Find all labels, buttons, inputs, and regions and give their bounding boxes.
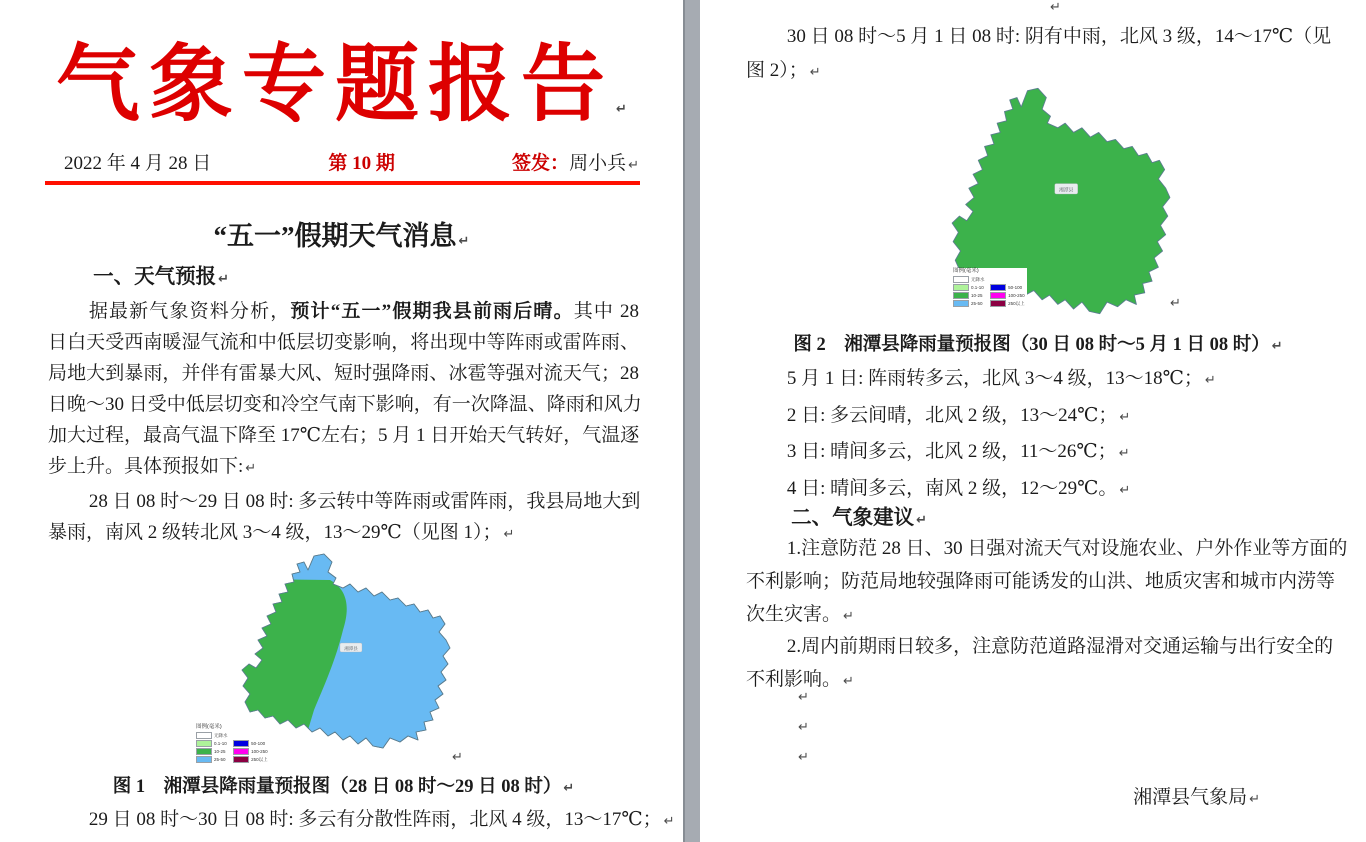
pilcrow-mark: ↵ bbox=[1249, 792, 1260, 807]
paragraph-line: 2.周内前期雨日较多，注意防范道路湿滑对交通运输与出行安全的 bbox=[786, 636, 1334, 657]
daily-forecast-list bbox=[746, 362, 1330, 508]
pilcrow-mark: ↵ bbox=[798, 690, 809, 705]
legend-row: 10-25 bbox=[196, 748, 229, 755]
legend-row: 50-100 bbox=[233, 740, 270, 747]
forecast-line: 4 日: 晴间多云，南风 2 级，12～29℃。 ↵ bbox=[786, 477, 1131, 499]
pilcrow-mark: ↵ bbox=[1119, 409, 1131, 425]
pilcrow-mark: ↵ bbox=[1119, 482, 1131, 498]
legend-grid bbox=[196, 739, 270, 763]
county-name-label bbox=[340, 643, 362, 652]
legend-swatch bbox=[196, 740, 212, 747]
rainfall-legend bbox=[953, 268, 1027, 307]
paragraph-line: 29 日 08 时～30 日 08 时: 多云有分散性阵雨，北风 4 级，13～17℃； ↵ bbox=[88, 809, 675, 830]
pilcrow-mark: ↵ bbox=[843, 674, 854, 689]
rainfall-legend bbox=[196, 724, 270, 763]
legend-row: 250以上 bbox=[990, 300, 1027, 307]
legend-swatch bbox=[196, 756, 212, 763]
legend-row-no-rain: 无降水 bbox=[953, 276, 1027, 283]
pilcrow-mark: ↵ bbox=[1170, 296, 1181, 311]
report-date: 2022 年 4 月 28 日 bbox=[64, 153, 212, 174]
legend-swatch bbox=[990, 292, 1006, 299]
advice-2-paragraph bbox=[746, 630, 1334, 698]
legend-grid bbox=[953, 283, 1027, 307]
pilcrow-mark: ↵ bbox=[452, 750, 463, 765]
paragraph-line: 30 日 08 时～5 月 1 日 08 时: 阴有中雨，北风 3 级，14～17℃（见 bbox=[786, 26, 1332, 47]
paragraph-line: 不利影响。 ↵ bbox=[746, 669, 854, 690]
page-2 bbox=[700, 0, 1366, 842]
document-title: “五一”假期天气消息 ↵ bbox=[213, 221, 470, 251]
meta-row bbox=[48, 148, 639, 175]
paragraph-line: 不利影响；防范局地较强降雨可能诱发的山洪、地质灾害和城市内涝等 bbox=[746, 571, 1336, 592]
paragraph-line: 据最新气象资料分析，预计“五一”假期我县前雨后晴。其中 28 bbox=[88, 301, 639, 322]
legend-swatch bbox=[233, 740, 249, 747]
pilcrow-mark: ↵ bbox=[1118, 446, 1130, 461]
paragraph-line: 图 2）； ↵ bbox=[746, 60, 821, 81]
section-2-heading: 二、气象建议 ↵ bbox=[791, 507, 927, 529]
legend-swatch bbox=[953, 292, 969, 299]
forecast-line: 3 日: 晴间多云，北风 2 级，11～26℃； ↵ bbox=[786, 441, 1130, 462]
section-1-heading: 一、天气预报 ↵ bbox=[93, 266, 229, 288]
legend-swatch bbox=[953, 284, 969, 291]
forecast-28-29-paragraph bbox=[48, 486, 639, 550]
county-name-label bbox=[1055, 184, 1078, 194]
legend-swatch bbox=[233, 756, 249, 763]
pilcrow-mark: ↵ bbox=[218, 272, 229, 287]
legend-swatch bbox=[953, 300, 969, 307]
paragraph-line: 步上升。具体预报如下: ↵ bbox=[48, 456, 257, 477]
pilcrow-mark: ↵ bbox=[843, 609, 854, 624]
pilcrow-mark: ↵ bbox=[916, 513, 927, 528]
paragraph-line: 暴雨，南风 2 级转北风 3～4 级，13～29℃（见图 1）； ↵ bbox=[48, 522, 515, 543]
paragraph-line: 次生灾害。 ↵ bbox=[746, 604, 854, 625]
pilcrow-mark: ↵ bbox=[798, 750, 809, 765]
legend-row-no-rain: 无降水 bbox=[196, 732, 270, 739]
legend-swatch bbox=[990, 300, 1006, 307]
paragraph-line: 局地大到暴雨，并伴有雷暴大风、短时强降雨、冰雹等强对流天气；28 bbox=[48, 363, 639, 384]
forecast-30-51-paragraph bbox=[746, 20, 1330, 90]
legend-swatch-no-rain bbox=[953, 276, 969, 283]
pilcrow-mark: ↵ bbox=[628, 158, 639, 173]
signer-label: 签发： bbox=[512, 153, 570, 174]
legend-title: 图例(毫米) bbox=[196, 724, 222, 730]
legend-swatch bbox=[233, 748, 249, 755]
pilcrow-mark: ↵ bbox=[503, 527, 515, 542]
forecast-overview-paragraph bbox=[48, 296, 642, 484]
pilcrow-mark: ↵ bbox=[1050, 0, 1061, 15]
legend-row: 100-250 bbox=[990, 292, 1027, 299]
pilcrow-mark: ↵ bbox=[245, 461, 257, 476]
legend-row: 25-50 bbox=[953, 300, 986, 307]
signer-name: 周小兵 bbox=[569, 153, 627, 174]
paragraph-line: 日晚～30 日受中低层切变和冷空气南下影响，有一次降温、降雨和风力 bbox=[48, 394, 642, 415]
legend-row: 100-250 bbox=[233, 748, 270, 755]
signature-agency: 湘潭县气象局 ↵ bbox=[1133, 787, 1260, 808]
masthead-title: 气象专题报告 bbox=[56, 39, 615, 132]
report-masthead bbox=[0, 36, 683, 160]
pilcrow-mark: ↵ bbox=[458, 234, 470, 249]
pilcrow-mark: ↵ bbox=[1271, 339, 1283, 354]
pilcrow-mark: ↵ bbox=[798, 720, 809, 735]
paragraph-line: 1.注意防范 28 日、30 日强对流天气对设施农业、户外作业等方面的 bbox=[786, 538, 1348, 559]
legend-row: 25-50 bbox=[196, 756, 229, 763]
issue-number: 第 10 期 bbox=[328, 153, 395, 174]
advice-1-paragraph bbox=[746, 532, 1348, 633]
pilcrow-mark: ↵ bbox=[616, 102, 627, 117]
legend-swatch bbox=[196, 748, 212, 755]
figure-2-caption: 图 2 湘潭县降雨量预报图（30 日 08 时～5 月 1 日 08 时） ↵ bbox=[793, 335, 1283, 355]
rainfall-map-figure-1 bbox=[240, 552, 452, 750]
svg-text:湘潭县: 湘潭县 bbox=[1059, 188, 1074, 194]
paragraph-line: 28 日 08 时～29 日 08 时: 多云转中等阵雨或雷阵雨，我县局地大到 bbox=[88, 491, 641, 512]
paragraph-line: 日白天受西南暖湿气流和中低层切变影响，将出现中等阵雨或雷阵雨、 bbox=[48, 332, 639, 353]
legend-swatch-no-rain bbox=[196, 732, 212, 739]
legend-row: 0.1-10 bbox=[196, 740, 229, 747]
legend-title: 图例(毫米) bbox=[953, 268, 979, 274]
pilcrow-mark: ↵ bbox=[1204, 373, 1216, 388]
legend-row: 10-25 bbox=[953, 292, 986, 299]
masthead-rule bbox=[45, 181, 640, 185]
legend-row: 50-100 bbox=[990, 284, 1027, 291]
legend-row: 0.1-10 bbox=[953, 284, 986, 291]
forecast-line: 2 日: 多云间晴，北风 2 级，13～24℃； ↵ bbox=[786, 404, 1131, 426]
pilcrow-mark: ↵ bbox=[563, 781, 575, 796]
legend-swatch bbox=[990, 284, 1006, 291]
pilcrow-mark: ↵ bbox=[809, 65, 821, 80]
pilcrow-mark: ↵ bbox=[663, 814, 675, 829]
bold-forecast-summary: 预计“五一”假期我县前雨后晴。 bbox=[290, 301, 574, 322]
signer bbox=[512, 148, 639, 175]
forecast-29-30-paragraph bbox=[48, 804, 675, 837]
figure-1-caption: 图 1 湘潭县降雨量预报图（28 日 08 时～29 日 08 时） ↵ bbox=[112, 777, 575, 797]
forecast-line: 5 月 1 日: 阵雨转多云，北风 3～4 级，13～18℃； ↵ bbox=[786, 368, 1216, 389]
svg-text:湘潭县: 湘潭县 bbox=[344, 646, 358, 651]
paragraph-line: 加大过程，最高气温下降至 17℃左右；5 月 1 日开始天气转好，气温逐 bbox=[48, 425, 640, 446]
legend-row: 250以上 bbox=[233, 756, 270, 763]
